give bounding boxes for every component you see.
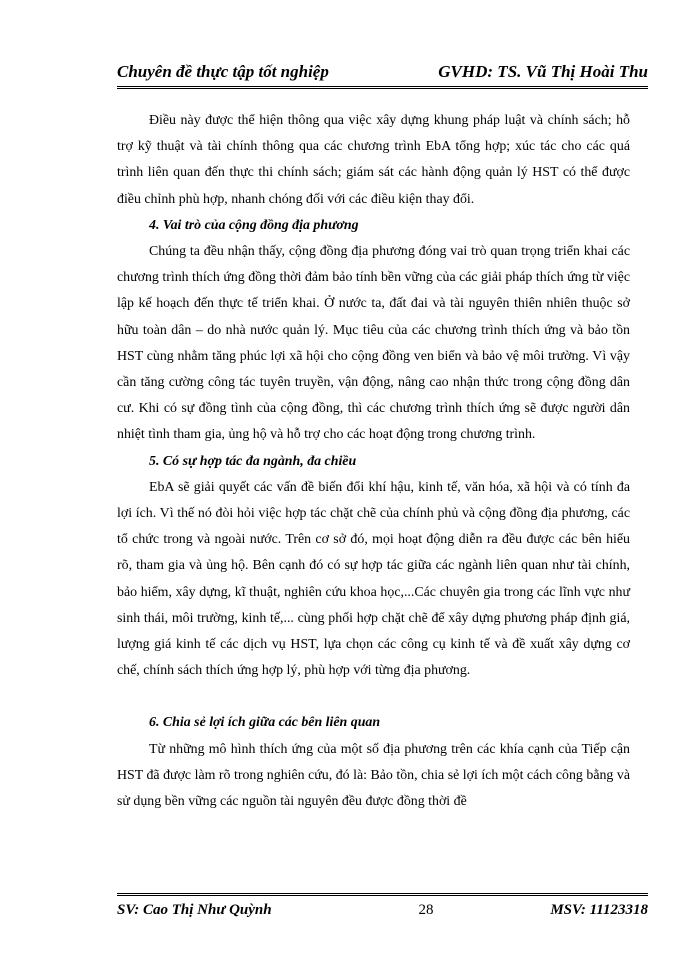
- section-heading-6: 6. Chia sẻ lợi ích giữa các bên liên quan: [149, 715, 381, 731]
- paragraph-community: Chúng ta đều nhận thấy, cộng đồng địa phương đóng vai trò quan trọng triển khai các chương trình thích ứng đồng thời đảm bảo tính bền vững của các giải pháp thích ứng từ việc lập kế hoạch đến thực tế triển khai. Ở nước ta, đất đai và tài nguyên thiên nhiên thuộc sở hữu toàn dân – do nhà nước quản lý. Mục tiêu của các chương trình thích ứng và bảo tồn HST cùng nhằm tăng phúc lợi xã hội cho cộng đồng ven biển và bảo vệ môi trường. Vì vậy cần tăng cường công tác tuyên truyền, vận động, nâng cao nhận thức trong cộng đồng dân cư. Khi có sự đồng tình của cộng đồng, thì các chương trình thích ứng sẽ được người dân nhiệt tình tham gia, ủng hộ và hỗ trợ cho các hoạt động trong chương trình.: [117, 244, 630, 443]
- page-number: 28: [418, 902, 434, 918]
- page-header: [117, 56, 648, 89]
- footer-student-id: MSV: 11123318: [550, 902, 648, 918]
- header-report-title: Chuyên đề thực tập tốt nghiệp: [117, 62, 329, 81]
- section-heading-4: 4. Vai trò của cộng đồng địa phương: [149, 217, 359, 233]
- footer-student-name: SV: Cao Thị Như Quỳnh: [117, 902, 272, 918]
- header-supervisor: GVHD: TS. Vũ Thị Hoài Thu: [438, 62, 648, 81]
- section-heading-5: 5. Có sự hợp tác đa ngành, đa chiều: [149, 453, 357, 469]
- paragraph-intro: Điều này được thể hiện thông qua việc xây dựng khung pháp luật và chính sách; hỗ trợ kỹ thuật và tài chính thông qua các chương trình EbA tổng hợp; xúc tác cho các quá trình liên quan đến thực thi chính sách; giám sát các hành động quản lý HST có thể được điều chỉnh phù hợp, nhanh chóng đối với các điều kiện thay đổi.: [117, 113, 630, 207]
- page-footer: [117, 893, 648, 919]
- paragraph-cooperation: EbA sẽ giải quyết các vấn đề biến đổi khí hậu, kinh tế, văn hóa, xã hội và có tính đa lợi ích. Vì thế nó đòi hỏi việc hợp tác chặt chẽ của chính phủ và cộng đồng địa phương, các tổ chức trong và ngoài nước. Trên cơ sở đó, mọi hoạt động diễn ra đều được các bên hiểu rõ, tham gia và ủng hộ. Bên cạnh đó có sự hợp tác giữa các ngành liên quan như tài chính, bảo hiểm, xây dựng, kĩ thuật, nghiên cứu khoa học,...Các chuyên gia trong các lĩnh vực như sinh thái, môi trường, kinh tế,... cùng phối hợp chặt chẽ để xây dựng phương pháp định giá, lượng giá kinh tế các dịch vụ HST, lựa chọn các công cụ kinh tế và đề xuất xây dựng cơ chế, chính sách thích ứng hợp lý, phù hợp với từng địa phương.: [117, 479, 630, 679]
- page-body: [117, 108, 630, 815]
- paragraph-benefit-sharing: Từ những mô hình thích ứng của một số địa phương trên các khía cạnh của Tiếp cận HST đã được làm rõ trong nghiên cứu, đó là: Bảo tồn, chia sẻ lợi ích một cách công bằng và sử dụng bền vững các nguồn tài nguyên đều được đồng thời đề: [117, 741, 630, 810]
